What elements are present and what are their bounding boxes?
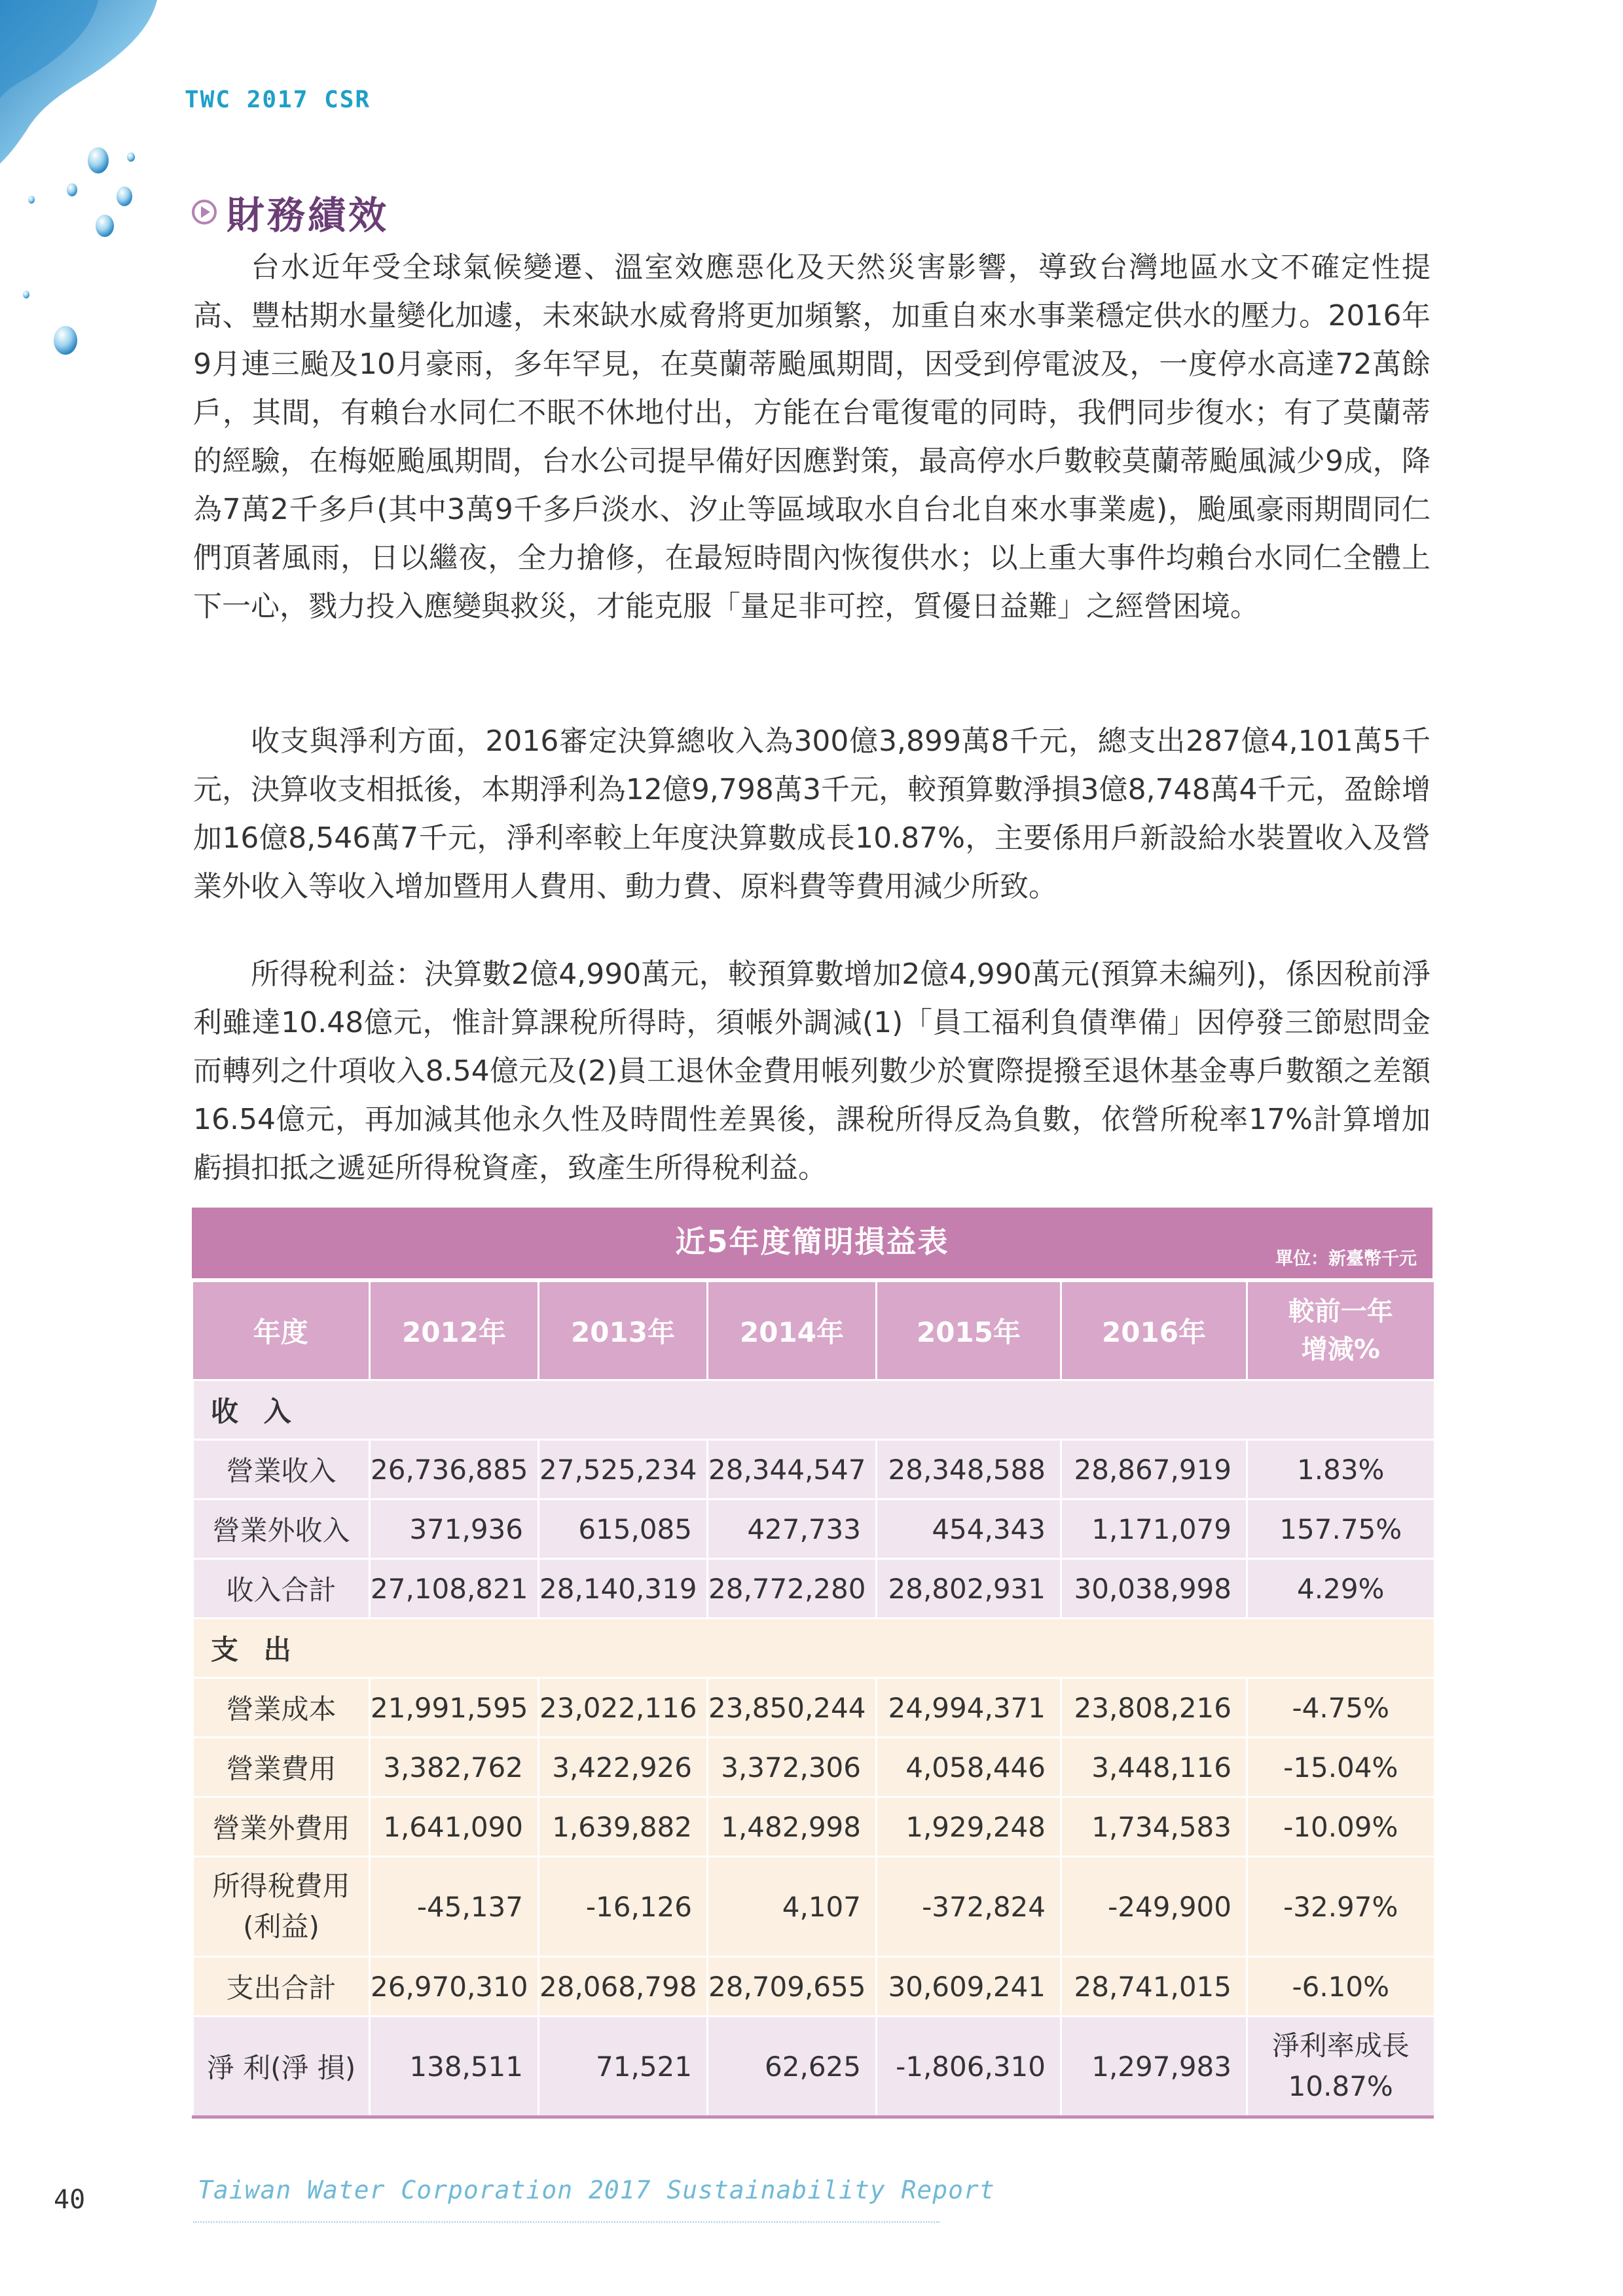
cell-value: 138,511: [370, 2017, 539, 2117]
row-label: 營業外收入: [193, 1499, 370, 1559]
cell-change: -4.75%: [1247, 1678, 1434, 1738]
cell-value: 1,297,983: [1061, 2017, 1247, 2117]
cell-change: -6.10%: [1247, 1957, 1434, 2017]
body-paragraph-2: [193, 717, 1431, 911]
cell-value: 28,867,919: [1061, 1440, 1247, 1499]
row-label: 收入合計: [193, 1559, 370, 1619]
cell-value: 28,068,798: [539, 1957, 708, 2017]
header-2015: 2015年: [877, 1280, 1061, 1380]
header-change-line1: 較前一年: [1288, 1297, 1393, 1327]
group-row-income: [193, 1380, 1434, 1440]
row-label: 淨 利(淨 損): [193, 2017, 370, 2117]
body-paragraph-1: [193, 243, 1431, 631]
header-year: 年度: [193, 1280, 370, 1380]
cell-value: 1,171,079: [1061, 1499, 1247, 1559]
row-label-line1: 所得稅費用: [212, 1870, 350, 1902]
cell-change: [1247, 2017, 1434, 2117]
cell-value: -249,900: [1061, 1857, 1247, 1957]
cell-value: 30,609,241: [877, 1957, 1061, 2017]
cell-change: 1.83%: [1247, 1440, 1434, 1499]
footer-rule: [193, 2221, 939, 2223]
cell-value: 1,929,248: [877, 1797, 1061, 1857]
cell-value: 28,140,319: [539, 1559, 708, 1619]
table-row: [193, 1678, 1434, 1738]
cell-value: 3,372,306: [708, 1738, 877, 1797]
row-label: [193, 1857, 370, 1957]
group-label-income: 收 入: [193, 1380, 1434, 1440]
cell-change: -10.09%: [1247, 1797, 1434, 1857]
cell-value: -1,806,310: [877, 2017, 1061, 2117]
group-label-expense: 支 出: [193, 1619, 1434, 1678]
play-circle-icon: [191, 199, 217, 225]
header-change-line2: 增減%: [1301, 1335, 1380, 1365]
net-income-row: [193, 2017, 1434, 2117]
body-paragraph-3: [193, 950, 1431, 1193]
header-row: [193, 1280, 1434, 1380]
cell-value: 454,343: [877, 1499, 1061, 1559]
cell-change: 4.29%: [1247, 1559, 1434, 1619]
cell-change: 157.75%: [1247, 1499, 1434, 1559]
data-table: [192, 1278, 1434, 2119]
cell-value: 71,521: [539, 2017, 708, 2117]
cell-value: 28,772,280: [708, 1559, 877, 1619]
row-label: 支出合計: [193, 1957, 370, 2017]
row-label: 營業外費用: [193, 1797, 370, 1857]
row-label: 營業費用: [193, 1738, 370, 1797]
header-2014: 2014年: [708, 1280, 877, 1380]
table-unit: 單位：新臺幣千元: [1275, 1249, 1417, 1269]
cell-value: 4,058,446: [877, 1738, 1061, 1797]
cell-value: 26,970,310: [370, 1957, 539, 2017]
cell-value: 28,741,015: [1061, 1957, 1247, 2017]
header-2013: 2013年: [539, 1280, 708, 1380]
cell-value: 26,736,885: [370, 1440, 539, 1499]
cell-value: 21,991,595: [370, 1678, 539, 1738]
cell-value: 1,734,583: [1061, 1797, 1247, 1857]
table-row: [193, 1957, 1434, 2017]
row-label: 營業成本: [193, 1678, 370, 1738]
table-row: [193, 1559, 1434, 1619]
paragraph-text: 所得稅利益：決算數2億4,990萬元，較預算數增加2億4,990萬元(預算未編列)，係因稅前淨利雖達10.48億元，惟計算課稅所得時，須帳外調減(1)「員工福利負債準備」因停發三節慰問金而轉列之什項收入8.54億元及(2)員工退休金費用帳列數少於實際提撥至退休基金專戶數額之差額16.54億元，再加減其他永久性及時間性差異後，課稅所得反為負數，依營所稅率17%計算增加虧損扣抵之遞延所得稅資產，致產生所得稅利益。: [193, 958, 1431, 1185]
header-2016: 2016年: [1061, 1280, 1247, 1380]
cell-value: 427,733: [708, 1499, 877, 1559]
section-heading: [191, 185, 389, 240]
table-row: [193, 1797, 1434, 1857]
header-change: [1247, 1280, 1434, 1380]
cell-value: -372,824: [877, 1857, 1061, 1957]
cell-value: 28,348,588: [877, 1440, 1061, 1499]
cell-value: 3,422,926: [539, 1738, 708, 1797]
cell-change: -15.04%: [1247, 1738, 1434, 1797]
cell-value: 23,850,244: [708, 1678, 877, 1738]
cell-change: -32.97%: [1247, 1857, 1434, 1957]
cell-value: -45,137: [370, 1857, 539, 1957]
footer-text: Taiwan Water Corporation 2017 Sustainability Report: [198, 2176, 995, 2204]
table-row: [193, 1857, 1434, 1957]
table-row: [193, 1440, 1434, 1499]
cell-change-line2: 10.87%: [1288, 2070, 1393, 2102]
page-number: 40: [54, 2185, 86, 2215]
paragraph-text: 台水近年受全球氣候變遷、溫室效應惡化及天然災害影響，導致台灣地區水文不確定性提高、豐枯期水量變化加遽，未來缺水威脅將更加頻繁，加重自來水事業穩定供水的壓力。2016年9月連三颱及10月豪雨，多年罕見，在莫蘭蒂颱風期間，因受到停電波及，一度停水高達72萬餘戶，其間，有賴台水同仁不眠不休地付出，方能在台電復電的同時，我們同步復水；有了莫蘭蒂的經驗，在梅姬颱風期間，台水公司提早備好因應對策，最高停水戶數較莫蘭蒂颱風減少9成，降為7萬2千多戶(其中3萬9千多戶淡水、汐止等區域取水自台北自來水事業處)，颱風豪雨期間同仁們頂著風雨，日以繼夜，全力搶修，在最短時間內恢復供水；以上重大事件均賴台水同仁全體上下一心，戮力投入應變與救災，才能克服「量足非可控，質優日益難」之經營困境。: [193, 251, 1431, 623]
table-row: [193, 1499, 1434, 1559]
cell-value: 1,641,090: [370, 1797, 539, 1857]
cell-value: 27,108,821: [370, 1559, 539, 1619]
cell-value: 3,382,762: [370, 1738, 539, 1797]
cell-value: 30,038,998: [1061, 1559, 1247, 1619]
row-label-line2: (利益): [243, 1910, 319, 1943]
cell-value: 3,448,116: [1061, 1738, 1247, 1797]
report-header-label: TWC 2017 CSR: [185, 86, 371, 113]
cell-value: 28,709,655: [708, 1957, 877, 2017]
cell-value: 28,802,931: [877, 1559, 1061, 1619]
table-title: 近5年度簡明損益表: [675, 1224, 949, 1259]
cell-value: 4,107: [708, 1857, 877, 1957]
cell-value: 371,936: [370, 1499, 539, 1559]
cell-value: 62,625: [708, 2017, 877, 2117]
cell-value: 23,808,216: [1061, 1678, 1247, 1738]
cell-value: 1,639,882: [539, 1797, 708, 1857]
cell-value: 24,994,371: [877, 1678, 1061, 1738]
cell-value: 28,344,547: [708, 1440, 877, 1499]
cell-value: 23,022,116: [539, 1678, 708, 1738]
header-2012: 2012年: [370, 1280, 539, 1380]
water-splash-icon: [0, 0, 196, 367]
section-title: 財務績效: [227, 193, 390, 238]
cell-value: 27,525,234: [539, 1440, 708, 1499]
income-statement-table: [192, 1208, 1432, 2119]
cell-value: 615,085: [539, 1499, 708, 1559]
paragraph-text: 收支與淨利方面，2016審定決算總收入為300億3,899萬8千元，總支出287億4,101萬5千元，決算收支相抵後，本期淨利為12億9,798萬3千元，較預算數淨損3億8,748萬4千元，盈餘增加16億8,546萬7千元，淨利率較上年度決算數成長10.87%，主要係用戶新設給水裝置收入及營業外收入等收入增加暨用人費用、動力費、原料費等費用減少所致。: [193, 725, 1431, 903]
table-banner: [192, 1208, 1432, 1278]
cell-value: 1,482,998: [708, 1797, 877, 1857]
row-label: 營業收入: [193, 1440, 370, 1499]
group-row-expense: [193, 1619, 1434, 1678]
table-row: [193, 1738, 1434, 1797]
cell-value: -16,126: [539, 1857, 708, 1957]
cell-change-line1: 淨利率成長: [1271, 2030, 1410, 2062]
